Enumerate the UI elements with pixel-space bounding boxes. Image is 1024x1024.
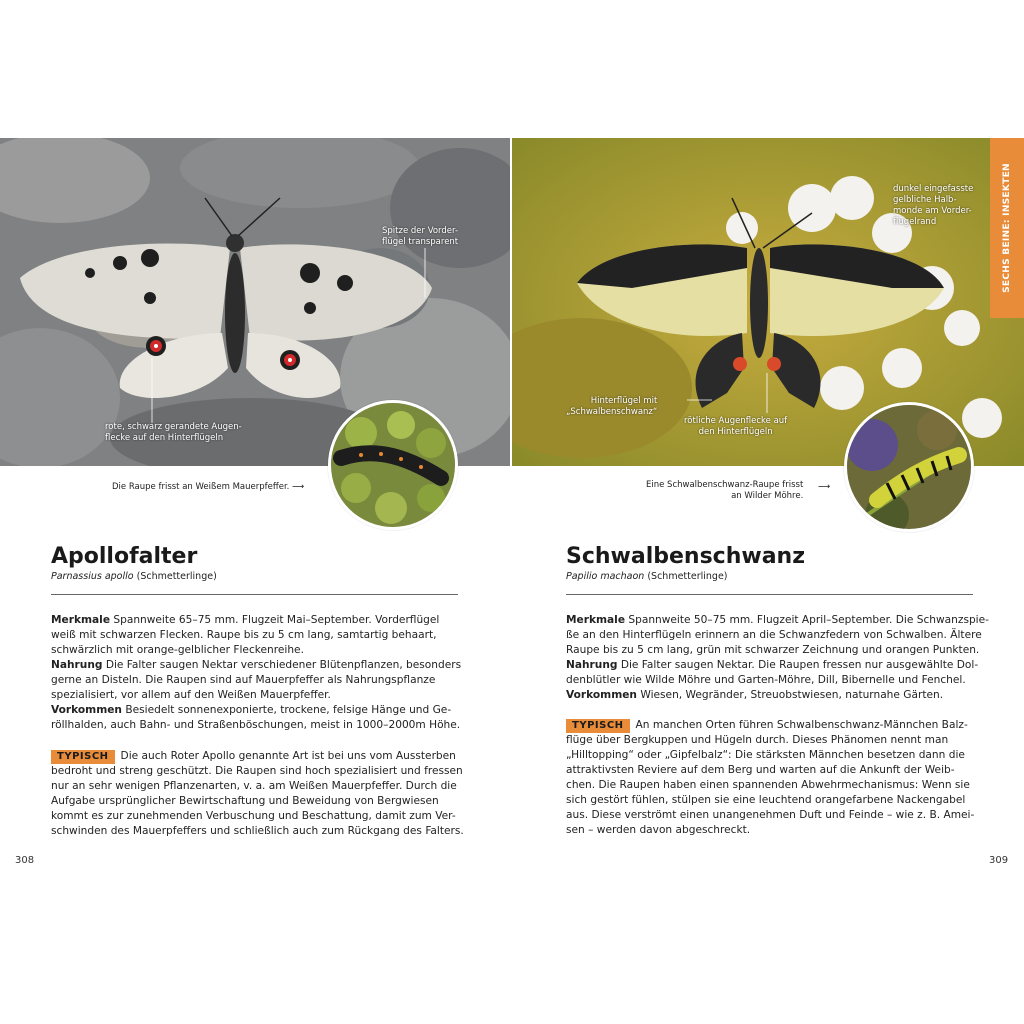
field-label: Nahrung: [566, 659, 618, 671]
latin-binomial: Papilio machaon: [566, 571, 645, 582]
text-line: [51, 794, 464, 809]
text-line: [566, 778, 974, 793]
text-line: [566, 673, 989, 688]
typisch-badge: TYPISCH: [566, 719, 630, 733]
callout-line: Spitze der Vorder-: [382, 226, 459, 236]
text-line: [51, 824, 464, 839]
typisch-text: sich gestört fühlen, stülpen sie eine leuchtend orangefarbene Nackengabel: [566, 794, 966, 806]
field-text: gerne an Disteln. Die Raupen sind auf Mauerpfeffer als Nahrungspflanze: [51, 674, 436, 686]
text-line: [566, 688, 989, 703]
callout-line: flecke auf den Hinterflügeln: [105, 433, 224, 443]
text-line: [566, 658, 989, 673]
species-title-left: Apollofalter: [51, 544, 198, 569]
field-label: Merkmale: [51, 614, 111, 626]
inset-arrow: ⟶: [818, 482, 831, 492]
field-text: röllhalden, auch Bahn- und Straßenböschungen, meist in 1000–2000m Höhe.: [51, 719, 461, 731]
callout-line: monde am Vorder-: [893, 206, 972, 216]
field-text: Besiedelt sonnenexponierte, trockene, felsige Hänge und Ge-: [121, 704, 452, 716]
callout-line: rötliche Augenflecke auf: [684, 416, 788, 426]
caterpillar-inset-swallowtail: [844, 402, 974, 532]
callout-line: flügel transparent: [382, 237, 459, 247]
text-line: [51, 613, 461, 628]
latin-binomial: Parnassius apollo: [51, 571, 134, 582]
typisch-left: [51, 749, 464, 839]
typisch-text: schwinden des Mauerpfeffers und schließlich auch zum Rückgang des Falters.: [51, 825, 464, 837]
page-number-left: 308: [15, 855, 35, 866]
field-text: Die Falter saugen Nektar verschiedener Blütenpflanzen, besonders: [102, 659, 462, 671]
text-line: [566, 733, 974, 748]
typisch-text: sen – werden davon abgeschreckt.: [566, 824, 751, 836]
typisch-text: flüge über Bergkuppen und Hügeln durch. Dieses Phänomen nennt man: [566, 734, 949, 746]
text-line: [51, 809, 464, 824]
text-line: [51, 703, 461, 718]
inset-caption-swallowtail: [646, 480, 803, 502]
text-line: [566, 643, 989, 658]
text-line: [566, 628, 989, 643]
callout-line: gelbliche Halb-: [893, 195, 957, 205]
typisch-right: [566, 718, 974, 838]
callout-eyespots: [105, 422, 242, 444]
text-line: [51, 779, 464, 794]
typisch-text: Die auch Roter Apollo genannte Art ist bei uns vom Aussterben: [120, 750, 456, 762]
text-line: [566, 808, 974, 823]
field-text: weiß mit schwarzen Flecken. Raupe bis zu 5 cm lang, samtartig behaart,: [51, 629, 437, 641]
caption-line: an Wilder Möhre.: [731, 491, 804, 501]
field-text: Spannweite 50–75 mm. Flugzeit April–September. Die Schwanzspie-: [625, 614, 989, 626]
caterpillar-inset-apollo: [328, 400, 458, 530]
typisch-text: kommt es zur zunehmenden Verbuschung und Beschattung, damit zum Ver-: [51, 810, 456, 822]
text-line: [566, 718, 974, 733]
field-label: Nahrung: [51, 659, 103, 671]
callout-halfmoons: [893, 184, 973, 228]
typisch-text: „Hilltopping“ oder „Gipfelbalz“: Die stärksten Männchen besetzen dann die: [566, 749, 965, 761]
typisch-text: An manchen Orten führen Schwalbenschwanz-Männchen Balz-: [635, 719, 968, 731]
latin-group: (Schmetterlinge): [644, 571, 728, 582]
field-text: denblütler wie Wilde Möhre und Garten-Möhre, Dill, Bibernelle und Fenchel.: [566, 674, 966, 686]
page-number-right: 309: [989, 855, 1009, 866]
callout-line: „Schwalbenschwanz“: [566, 407, 658, 417]
caption-line: Eine Schwalbenschwanz-Raupe frisst: [646, 480, 804, 490]
field-text: ße an den Hinterflügeln erinnern an die Schwanzfedern von Schwalben. Ältere: [566, 629, 982, 641]
species-title-right: Schwalbenschwanz: [566, 544, 806, 569]
text-line: [51, 658, 461, 673]
callout-red-eyespots: [684, 416, 787, 438]
text-line: [566, 748, 974, 763]
callout-line: dunkel eingefasste: [893, 184, 974, 194]
typisch-text: bedroht und streng geschützt. Die Raupen sind hoch spezialisiert und fressen: [51, 765, 463, 777]
typisch-badge: TYPISCH: [51, 750, 115, 764]
text-line: [566, 613, 989, 628]
field-text: Raupe bis zu 5 cm lang, grün mit schwarzer Zeichnung und orangen Punkten.: [566, 644, 980, 656]
description-right: [566, 613, 989, 703]
field-text: Wiesen, Wegränder, Streuobstwiesen, naturnahe Gärten.: [636, 689, 944, 701]
text-line: [51, 673, 461, 688]
text-line: [51, 643, 461, 658]
callout-line: rote, schwarz gerandete Augen-: [105, 422, 242, 432]
callout-wing-tip: [382, 226, 458, 248]
chapter-side-tab-label: SECHS BEINE: INSEKTEN: [1002, 163, 1012, 293]
typisch-text: aus. Diese verströmt einen unangenehmen Duft und Feinde – wie z. B. Amei-: [566, 809, 975, 821]
field-label: Merkmale: [566, 614, 626, 626]
text-line: [51, 749, 464, 764]
field-label: Vorkommen: [51, 704, 122, 716]
typisch-text: chen. Die Raupen haben einen spannenden Abwehrmechanismus: Wenn sie: [566, 779, 970, 791]
text-line: [51, 718, 461, 733]
text-line: [51, 688, 461, 703]
text-line: [51, 628, 461, 643]
latin-group: (Schmetterlinge): [133, 571, 217, 582]
text-line: [566, 763, 974, 778]
divider-left: [51, 594, 458, 595]
callout-line: den Hinterflügeln: [698, 427, 773, 437]
callout-tail: [566, 396, 657, 418]
callout-line: Hinterflügel mit: [590, 396, 658, 406]
latin-name-left: [51, 571, 217, 583]
field-text: schwärzlich mit orange-gelblicher Fleckenreihe.: [51, 644, 304, 656]
field-text: Spannweite 65–75 mm. Flugzeit Mai–September. Vorderflügel: [110, 614, 440, 626]
field-text: Die Falter saugen Nektar. Die Raupen fressen nur ausgewählte Dol-: [617, 659, 979, 671]
callout-line: flügelrand: [893, 217, 937, 227]
inset-caption-apollo: Die Raupe frisst an Weißem Mauerpfeffer. ⟶: [112, 482, 305, 492]
typisch-text: nur an sehr wenigen Pflanzenarten, v. a. am Weißen Mauerpfeffer. Durch die: [51, 780, 457, 792]
typisch-text: Aufgabe ursprünglicher Bewirtschaftung und Beweidung von Bergwiesen: [51, 795, 439, 807]
divider-right: [566, 594, 973, 595]
latin-name-right: [566, 571, 728, 583]
text-line: [566, 793, 974, 808]
description-left: [51, 613, 461, 733]
typisch-text: attraktivsten Reviere auf dem Berg und warten auf die Ankunft der Weib-: [566, 764, 955, 776]
chapter-side-tab: [990, 138, 1024, 318]
field-text: spezialisiert, vor allem auf den Weißen Mauerpfeffer.: [51, 689, 331, 701]
field-label: Vorkommen: [566, 689, 637, 701]
text-line: [51, 764, 464, 779]
text-line: [566, 823, 974, 838]
